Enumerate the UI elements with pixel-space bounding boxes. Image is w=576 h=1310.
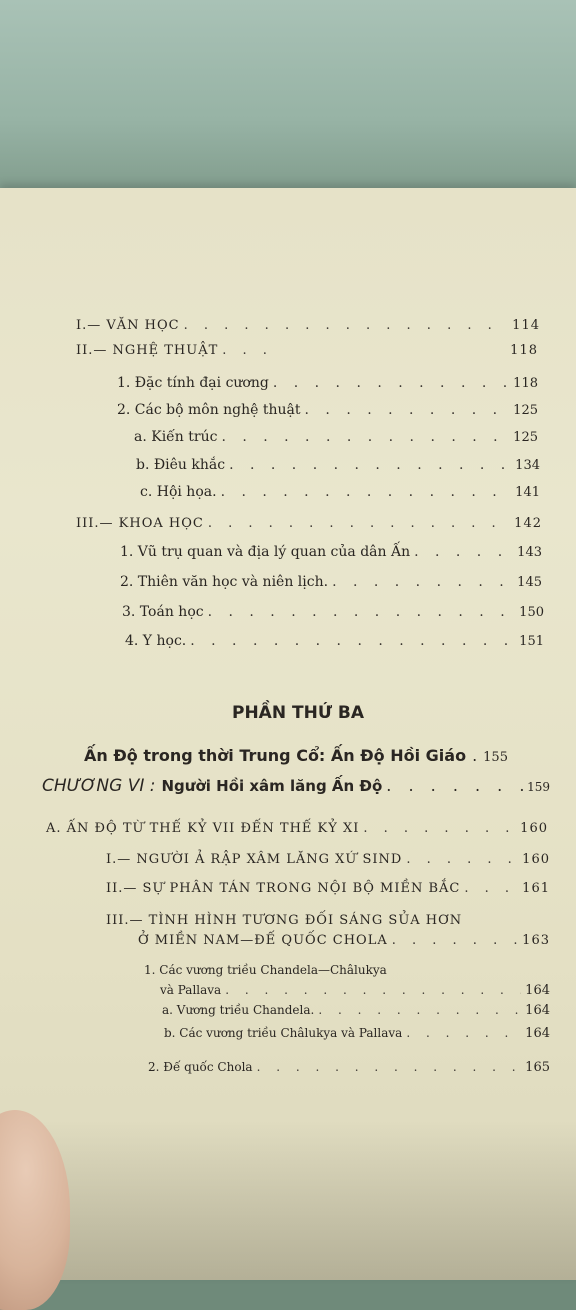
entry-label: II.— NGHỆ THUẬT: [76, 343, 219, 358]
toc-entry: [164, 1024, 550, 1043]
entry-page: 125: [513, 403, 538, 418]
part-page: 155: [483, 750, 508, 765]
chapter-page: 159: [527, 780, 550, 794]
entry-page: 143: [517, 545, 542, 560]
entry-label: a. Kiến trúc: [134, 429, 218, 445]
entry-label: Ở MIỀN NAM—ĐẾ QUỐC CHOLA: [138, 933, 388, 948]
leader-dots: [332, 573, 513, 591]
toc-entry-continued: [138, 932, 550, 950]
background-surface: [0, 0, 576, 200]
entry-label: 2. Đế quốc Chola: [148, 1060, 253, 1074]
entry-label: A. ẤN ĐỘ TỪ THẾ KỶ VII ĐẾN THẾ KỶ XI: [46, 821, 360, 836]
leader-dots: [221, 483, 512, 501]
entry-page: 164: [525, 1026, 550, 1041]
entry-label: 1. Vũ trụ quan và địa lý quan của dân Ấn: [120, 544, 411, 560]
leader-dots: [190, 632, 515, 650]
entry-label: I.— VĂN HỌC: [76, 318, 180, 333]
toc-entry: [106, 880, 550, 898]
toc-entry: [148, 1058, 550, 1077]
entry-label: 2. Các bộ môn nghệ thuật: [117, 402, 301, 418]
entry-label: III.— TÌNH HÌNH TƯƠNG ĐỐI SÁNG SỦA HƠN: [106, 913, 463, 928]
entry-label: 3. Toán học: [122, 604, 204, 620]
leader-dots: [184, 317, 509, 335]
leader-dots: [208, 603, 516, 621]
toc-entry: [125, 632, 544, 651]
leader-dots: [305, 401, 510, 419]
entry-page: 163: [522, 933, 550, 948]
toc-entry: [106, 851, 550, 869]
entry-label: I.— NGƯỜI Ả RẬP XÂM LĂNG XỨ SIND: [106, 852, 403, 867]
leader-dots: [414, 543, 513, 561]
leader-dots: [392, 932, 518, 950]
toc-entry: [140, 483, 540, 502]
entry-page: 151: [519, 634, 544, 649]
entry-page: 118: [513, 376, 538, 391]
entry-page: 164: [525, 983, 550, 998]
entry-page: 118: [510, 343, 538, 358]
entry-label: 4. Y học.: [125, 633, 187, 649]
toc-entry: [120, 573, 542, 592]
chapter-number: CHƯƠNG VI :: [42, 776, 156, 796]
chapter-title: Người Hồi xâm lăng Ấn Độ: [161, 777, 383, 795]
leader-dots: [273, 374, 509, 392]
toc-entry: [122, 603, 544, 622]
toc-entry: [162, 1001, 550, 1020]
leader-dots: [318, 1001, 521, 1019]
entry-label: và Pallava: [160, 983, 222, 997]
entry-page: 141: [515, 485, 540, 500]
leader-dots: [257, 1058, 522, 1076]
toc-entry: [106, 912, 550, 930]
leader-dots: [208, 515, 510, 533]
entry-label: a. Vương triều Chandela.: [162, 1003, 315, 1017]
leader-dots: [229, 456, 511, 474]
toc-entry: [144, 961, 550, 979]
toc-entry: [136, 456, 540, 475]
entry-page: 145: [517, 575, 542, 590]
entry-label: 2. Thiên văn học và niên lịch.: [120, 574, 329, 590]
entry-page: 164: [525, 1003, 550, 1018]
toc-entry-continued: [160, 981, 550, 1000]
leader-dots: [386, 776, 523, 795]
entry-page: 160: [522, 852, 550, 867]
leader-dots: [225, 981, 521, 999]
chapter-heading: [42, 776, 550, 796]
page-shadow: [0, 1120, 576, 1280]
leader-dots: [464, 880, 518, 898]
entry-label: III.— KHOA HỌC: [76, 516, 204, 531]
entry-label: 1. Các vương triều Chandela—Châlukya: [144, 963, 387, 977]
entry-page: 160: [520, 821, 548, 836]
leader-dot: .: [472, 746, 478, 765]
entry-label: II.— SỰ PHÂN TÁN TRONG NỘI BỘ MIỀN BẮC: [106, 881, 461, 896]
entry-page: 114: [512, 318, 540, 333]
leader-dots: [363, 820, 516, 838]
entry-page: 150: [519, 605, 544, 620]
toc-entry: [46, 820, 548, 838]
entry-label: c. Hội họa.: [140, 484, 217, 500]
entry-label: b. Các vương triều Châlukya và Pallava: [164, 1026, 403, 1040]
toc-entry: [76, 515, 542, 533]
toc-entry: [76, 317, 540, 335]
leader-dots: [221, 428, 509, 446]
part-title-text: Ấn Độ trong thời Trung Cổ: Ấn Độ Hồi Giáo: [84, 746, 467, 765]
toc-entry: [134, 428, 538, 447]
entry-label: b. Điêu khắc: [136, 457, 226, 473]
entry-page: 161: [522, 881, 550, 896]
part-heading: PHẦN THỨ BA: [232, 703, 365, 723]
leader-dots: [406, 851, 518, 869]
toc-entry: [120, 543, 542, 562]
part-title: [84, 746, 550, 765]
toc-entry: [76, 342, 538, 360]
entry-page: 134: [515, 458, 540, 473]
entry-label: 1. Đặc tính đại cương: [117, 375, 269, 391]
toc-entry: [117, 401, 538, 420]
leader-dots: [222, 342, 282, 360]
entry-page: 125: [513, 430, 538, 445]
entry-page: 165: [525, 1060, 550, 1075]
entry-page: 142: [514, 516, 542, 531]
leader-dots: [406, 1024, 521, 1042]
toc-entry: [117, 374, 538, 393]
